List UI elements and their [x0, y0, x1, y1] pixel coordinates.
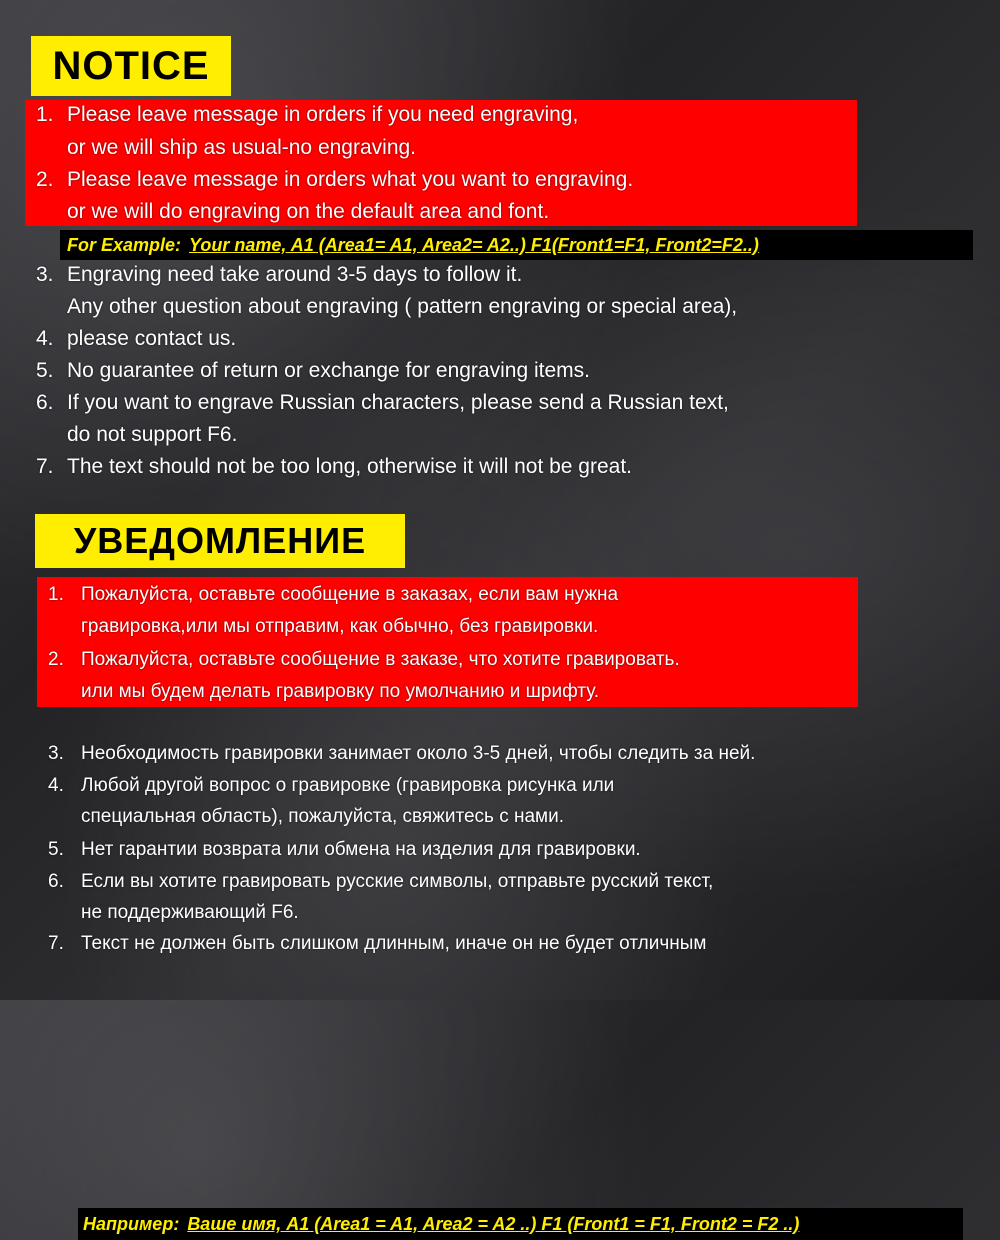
russian-item-1-line-2: гравировка,или мы отправим, как обычно, без гравировки. — [81, 616, 599, 637]
example-label: For Example: — [67, 235, 182, 255]
notice-item-6-line-2: do not support F6. — [67, 423, 238, 446]
notice-title: NOTICE — [31, 36, 231, 96]
russian-item-6-line-2: не поддерживающий F6. — [81, 902, 299, 923]
notice-item-2-line-2: or we will do engraving on the default area and font. — [67, 200, 550, 223]
notice-item-1-line-1: 1. Please leave message in orders if you need engraving, — [36, 103, 579, 126]
notice-item-3-line-2: Any other question about engraving ( pattern engraving or special area), — [67, 295, 738, 318]
russian-item-7: 7. Текст не должен быть слишком длинным, иначе он не будет отличным — [48, 933, 707, 954]
russian-item-2-line-2: или мы будем делать гравировку по умолчанию и шрифту. — [81, 681, 600, 702]
notice-item-7: 7. The text should not be too long, otherwise it will not be great. — [36, 455, 633, 478]
example-value: Your name, A1 (Area1= A1, Area2= A2..) F1(Front1=F1, Front2=F2..) — [189, 235, 759, 255]
russian-title: УВЕДОМЛЕНИЕ — [35, 514, 405, 568]
example-label: Например: — [83, 1214, 180, 1234]
notice-item-6-line-1: 6. If you want to engrave Russian characters, please send a Russian text, — [36, 391, 729, 414]
notice-item-5: 5. No guarantee of return or exchange for engraving items. — [36, 359, 590, 382]
notice-item-1-line-2: or we will ship as usual-no engraving. — [67, 136, 417, 159]
russian-item-4-line-1: 4. Любой другой вопрос о гравировке (гравировка рисунка или — [48, 775, 615, 796]
russian-item-1-line-1: 1. Пожалуйста, оставьте сообщение в заказах, если вам нужна — [48, 584, 619, 605]
russian-item-3: 3. Необходимость гравировки занимает около 3-5 дней, чтобы следить за ней. — [48, 743, 756, 764]
example-value: Ваше имя, A1 (Area1 = A1, Area2 = A2 ..) F1 (Front1 = F1, Front2 = F2 ..) — [187, 1214, 800, 1234]
notice-item-3-line-1: 3. Engraving need take around 3-5 days to follow it. — [36, 263, 523, 286]
russian-item-2-line-1: 2. Пожалуйста, оставьте сообщение в заказе, что хотите гравировать. — [48, 649, 680, 670]
russian-item-4-line-2: специальная область), пожалуйста, свяжитесь с нами. — [81, 806, 565, 827]
notice-item-2-line-1: 2. Please leave message in orders what you want to engraving. — [36, 168, 634, 191]
russian-example — [78, 1208, 963, 1240]
notice-example — [60, 230, 973, 260]
notice-item-4: 4. please contact us. — [36, 327, 237, 350]
russian-item-6-line-1: 6. Если вы хотите гравировать русские символы, отправьте русский текст, — [48, 871, 714, 892]
russian-item-5: 5. Нет гарантии возврата или обмена на изделия для гравировки. — [48, 839, 641, 860]
